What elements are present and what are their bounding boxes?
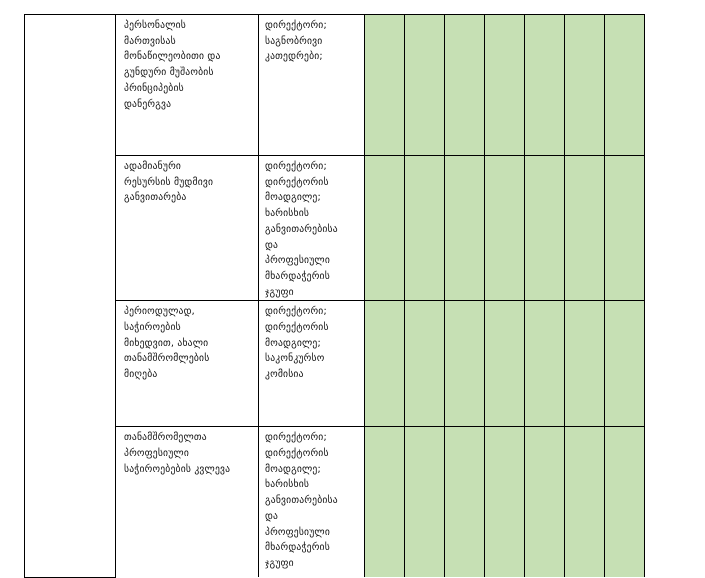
schedule-cell bbox=[405, 156, 445, 301]
schedule-cell bbox=[525, 427, 565, 578]
schedule-cell bbox=[565, 156, 605, 301]
schedule-cell bbox=[365, 427, 405, 578]
schedule-cell bbox=[365, 301, 405, 427]
schedule-cell bbox=[365, 15, 405, 156]
responsible-text: დირექტორი; დირექტორის მოადგილე; ხარისხის განვითარებისა და პროფესიული მხარდაჭერის ჯგუფი bbox=[265, 432, 338, 569]
schedule-cell bbox=[445, 156, 485, 301]
schedule-cell bbox=[485, 427, 525, 578]
schedule-cell bbox=[525, 15, 565, 156]
responsible-cell bbox=[259, 15, 365, 156]
schedule-cell bbox=[605, 15, 645, 156]
schedule-cell bbox=[405, 15, 445, 156]
activity-text: პერსონალის მართვისას მონაწილეობითი და გუნდური მუშაობის პრინციპების დანერგვა bbox=[124, 20, 221, 110]
table-row bbox=[25, 301, 645, 427]
schedule-cell bbox=[365, 156, 405, 301]
table-row bbox=[25, 15, 645, 156]
schedule-cell bbox=[445, 427, 485, 578]
activity-cell bbox=[116, 301, 259, 427]
schedule-cell bbox=[605, 301, 645, 427]
responsible-text: დირექტორი; დირექტორის მოადგილე; საკონკურსო კომისია bbox=[265, 306, 329, 381]
activity-text: ადამიანური რესურსის მუდმივი განვითარება bbox=[124, 161, 214, 204]
responsible-cell bbox=[259, 427, 365, 578]
schedule-cell bbox=[405, 301, 445, 427]
schedule-cell bbox=[445, 301, 485, 427]
activity-text: პერიოდულად, საჭიროების მიხედვით, ახალი თანამშრომლების მიღება bbox=[124, 306, 210, 381]
schedule-cell bbox=[485, 156, 525, 301]
schedule-cell bbox=[565, 427, 605, 578]
schedule-cell bbox=[525, 156, 565, 301]
schedule-cell bbox=[485, 15, 525, 156]
table-row bbox=[25, 427, 645, 578]
activity-cell bbox=[116, 156, 259, 301]
responsible-text: დირექტორი; დირექტორის მოადგილე; ხარისხის განვითარებისა და პროფესიული მხარდაჭერის ჯგუფი bbox=[265, 161, 338, 298]
activity-cell bbox=[116, 15, 259, 156]
schedule-cell bbox=[445, 15, 485, 156]
responsible-cell bbox=[259, 301, 365, 427]
activity-text: თანამშრომელთა პროფესიული საჭიროებების კვლევა bbox=[124, 432, 231, 475]
schedule-cell bbox=[605, 156, 645, 301]
schedule-cell bbox=[565, 15, 605, 156]
schedule-cell bbox=[565, 301, 605, 427]
schedule-cell bbox=[525, 301, 565, 427]
schedule-cell bbox=[485, 301, 525, 427]
table-row bbox=[25, 156, 645, 301]
responsible-cell bbox=[259, 156, 365, 301]
schedule-cell bbox=[405, 427, 445, 578]
action-plan-table bbox=[24, 14, 645, 578]
responsible-text: დირექტორი; საგნობრივი კათედრები; bbox=[265, 20, 327, 63]
goal-cell bbox=[25, 15, 116, 578]
schedule-cell bbox=[605, 427, 645, 578]
activity-cell bbox=[116, 427, 259, 578]
